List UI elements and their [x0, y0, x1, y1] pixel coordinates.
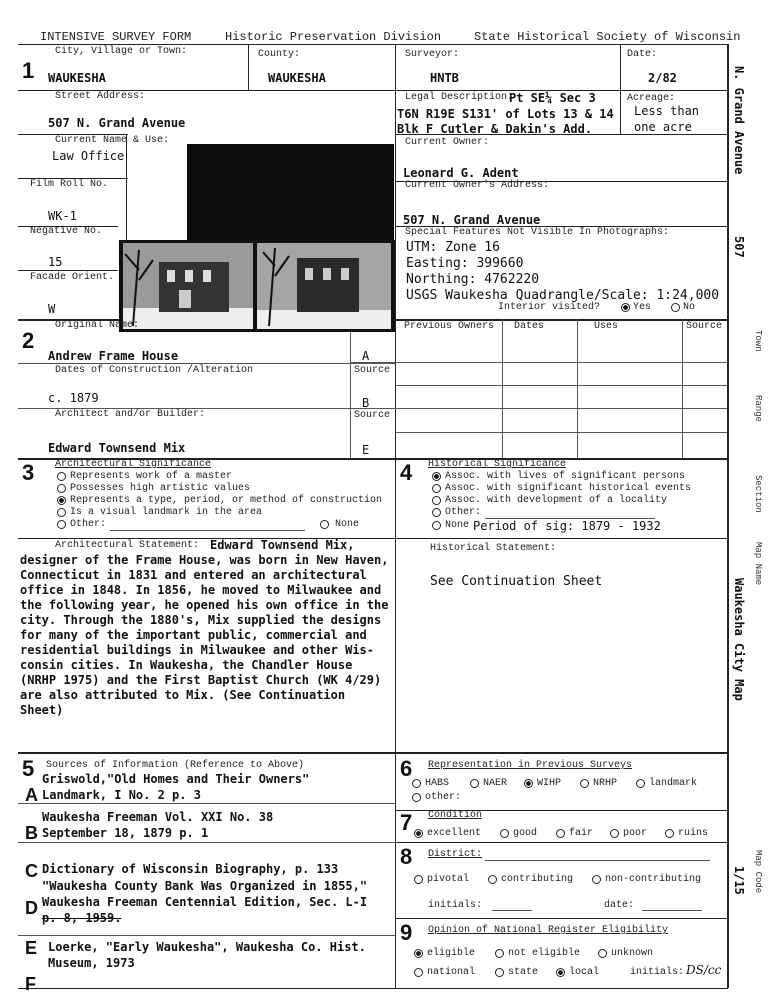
- source-label-2: Source: [354, 410, 391, 421]
- cond-good-radio[interactable]: [500, 829, 509, 838]
- nr-national: national: [427, 967, 476, 978]
- cond-good: good: [513, 828, 538, 839]
- owner-address-value[interactable]: 507 N. Grand Avenue: [403, 213, 541, 227]
- arch-statement-line-4: office in 1848. In 1856, he moved to Milwaukee and: [20, 583, 382, 597]
- form-name: INTENSIVE SURVEY FORM: [40, 30, 192, 44]
- acreage-line-1[interactable]: Less than: [634, 104, 700, 118]
- arch-opt-other: Other:: [70, 519, 107, 530]
- negative-label: Negative No.: [30, 226, 103, 237]
- sidebar-map-code-label: Map Code: [753, 850, 763, 894]
- arch-none: None: [335, 519, 360, 530]
- source-d-line-3: p. 8, 1959.: [42, 911, 122, 925]
- facade-label: Facade Orient.: [30, 272, 115, 283]
- sidebar-map-name: Waukesha City Map: [732, 578, 746, 701]
- film-roll-value[interactable]: WK-1: [48, 209, 77, 223]
- northing-value[interactable]: Northing: 4762220: [406, 272, 540, 287]
- section-number-9: 9: [400, 920, 413, 945]
- sidebar-number: 507: [732, 236, 746, 258]
- arch-none-radio[interactable]: [320, 520, 329, 529]
- arch-opt-landmark: Is a visual landmark in the area: [70, 507, 263, 518]
- legal-line-1[interactable]: Pt SE¼ Sec 3: [509, 91, 596, 105]
- district-initials-label: initials:: [428, 900, 483, 911]
- usgs-value[interactable]: USGS Waukesha Quadrangle/Scale: 1:24,000: [406, 288, 720, 303]
- hist-opt-events: Assoc. with significant historical events: [445, 483, 692, 494]
- hist-opt-locality-radio[interactable]: [432, 496, 441, 505]
- source-b-line-2: September 18, 1879 p. 1: [42, 826, 209, 840]
- county-label: County:: [258, 49, 301, 60]
- negative-value[interactable]: 15: [48, 255, 63, 269]
- section-number-2: 2: [22, 328, 35, 353]
- hist-statement-text: See Continuation Sheet: [430, 574, 603, 589]
- source-c-line-1: Dictionary of Wisconsin Biography, p. 133: [42, 862, 339, 876]
- current-name-value[interactable]: Law Office: [52, 149, 125, 163]
- date-label: Date:: [627, 49, 658, 60]
- arch-statement-line-2: designer of the Frame House, was born in New Haven,: [20, 553, 389, 567]
- nr-state-radio[interactable]: [495, 968, 504, 977]
- interior-no-label: No: [683, 302, 696, 313]
- section-number-5: 5: [22, 756, 35, 781]
- district-non-contributing: non-contributing: [605, 874, 702, 885]
- arch-statement-line-7: for many of the important public, commercial and: [20, 628, 367, 642]
- arch-opt-artistic-radio[interactable]: [57, 484, 66, 493]
- rep-naer-radio[interactable]: [470, 779, 479, 788]
- arch-opt-other-radio[interactable]: [57, 520, 66, 529]
- arch-opt-master: Represents work of a master: [70, 471, 233, 482]
- rep-landmark: landmark: [649, 778, 698, 789]
- acreage-line-2[interactable]: one acre: [634, 120, 692, 134]
- source-letter-e: E: [25, 938, 38, 958]
- source-a-line-2: Landmark, I No. 2 p. 3: [42, 788, 201, 802]
- owner-label: Current Owner:: [405, 137, 490, 148]
- rep-naer: NAER: [483, 778, 508, 789]
- nr-unknown-radio[interactable]: [598, 949, 607, 958]
- surveyor-label: Surveyor:: [405, 49, 460, 60]
- district-contributing-radio[interactable]: [488, 875, 497, 884]
- nr-not-eligible: not eligible: [508, 948, 581, 959]
- arch-statement-line-9: consin cities. In Waukesha, the Chandler House: [20, 658, 353, 672]
- house-photo: [119, 240, 395, 332]
- nr-initials-label: initials:: [630, 967, 685, 978]
- period-of-significance[interactable]: Period of sig: 1879 - 1932: [473, 519, 661, 533]
- source-letter-d: D: [25, 898, 38, 918]
- cond-fair: fair: [569, 828, 594, 839]
- legal-line-2[interactable]: T6N R19E S131' of Lots 13 & 14: [397, 107, 614, 121]
- city-value[interactable]: WAUKESHA: [48, 71, 106, 85]
- construction-date-value[interactable]: c. 1879: [48, 391, 99, 405]
- utm-value[interactable]: UTM: Zone 16: [406, 240, 500, 255]
- arch-statement-line-10: (NRHP 1975) and the First Baptist Church (WK 4/29): [20, 673, 382, 687]
- redacted-photo-block: [187, 144, 394, 240]
- source-a: A: [362, 349, 370, 363]
- cond-poor-radio[interactable]: [610, 829, 619, 838]
- cond-ruins-radio[interactable]: [665, 829, 674, 838]
- sidebar-town-label: Town: [753, 330, 763, 352]
- rep-wihp-radio[interactable]: [524, 779, 533, 788]
- sidebar-map-code: 1/15: [732, 866, 746, 895]
- arch-opt-landmark-radio[interactable]: [57, 508, 66, 517]
- source-label-1: Source: [354, 365, 391, 376]
- cond-excellent-radio[interactable]: [414, 829, 423, 838]
- arch-opt-type-radio[interactable]: [57, 496, 66, 505]
- hist-none-radio[interactable]: [432, 521, 441, 530]
- nr-opinion-title: Opinion of National Register Eligibility: [428, 925, 669, 936]
- architect-label: Architect and/or Builder:: [55, 409, 206, 420]
- source-e: E: [362, 443, 370, 457]
- nr-unknown: unknown: [611, 948, 654, 959]
- sidebar-map-name-label: Map Name: [753, 542, 763, 586]
- district-non-contributing-radio[interactable]: [592, 875, 601, 884]
- county-value[interactable]: WAUKESHA: [268, 71, 326, 85]
- sidebar-street: N. Grand Avenue: [732, 66, 746, 175]
- prev-source-header: Source: [686, 321, 723, 332]
- owner-address-label: Current Owner's Address:: [405, 180, 550, 191]
- arch-opt-type: Represents a type, period, or method of construction: [70, 495, 383, 506]
- society-name: State Historical Society of Wisconsin: [474, 30, 741, 44]
- rep-habs-radio[interactable]: [412, 779, 421, 788]
- arch-statement-line-3: Connecticut in 1831 and entered an architectural: [20, 568, 367, 582]
- facade-value[interactable]: W: [48, 302, 56, 316]
- nr-local: local: [569, 967, 600, 978]
- original-name-label: Original Name:: [55, 320, 140, 331]
- cond-ruins: ruins: [678, 828, 709, 839]
- district-pivotal-radio[interactable]: [414, 875, 423, 884]
- source-d-line-1: "Waukesha County Bank Was Organized in 1855,": [42, 879, 368, 893]
- original-name-value[interactable]: Andrew Frame House: [48, 349, 179, 363]
- nr-eligible: eligible: [427, 948, 476, 959]
- hist-opt-other-radio[interactable]: [432, 508, 441, 517]
- hist-opt-events-radio[interactable]: [432, 484, 441, 493]
- arch-significance-title: Architectural Significance: [55, 459, 212, 470]
- legal-line-3[interactable]: Blk F Cutler & Dakin's Add.: [397, 122, 593, 136]
- section-number-4: 4: [400, 460, 413, 485]
- architect-value[interactable]: Edward Townsend Mix: [48, 441, 186, 455]
- source-letter-a: A: [25, 785, 38, 805]
- hist-opt-persons-radio[interactable]: [432, 472, 441, 481]
- sidebar-range-label: Range: [753, 395, 763, 423]
- rep-other-radio[interactable]: [412, 793, 421, 802]
- hist-opt-other: Other:: [445, 507, 482, 518]
- rep-nrhp: NRHP: [593, 778, 618, 789]
- district-date-label: date:: [604, 900, 635, 911]
- street-label: Street Address:: [55, 91, 146, 102]
- prev-uses-header: Uses: [594, 321, 619, 332]
- source-b-line-1: Waukesha Freeman Vol. XXI No. 38: [42, 810, 274, 824]
- section-number-1: 1: [22, 58, 35, 83]
- arch-statement-line-1: Edward Townsend Mix,: [210, 538, 355, 552]
- interior-no-radio[interactable]: [671, 303, 680, 312]
- hist-none: None: [445, 520, 470, 531]
- source-a-line-1: Griswold,"Old Homes and Their Owners": [42, 772, 310, 786]
- acreage-label: Acreage:: [627, 93, 676, 104]
- dates-label: Dates of Construction /Alteration: [55, 365, 254, 376]
- film-roll-label: Film Roll No.: [30, 179, 109, 190]
- source-e-line-1: Loerke, "Early Waukesha", Waukesha Co. Hist.: [48, 940, 366, 954]
- cond-excellent: excellent: [427, 828, 482, 839]
- division-name: Historic Preservation Division: [225, 30, 442, 44]
- interior-yes-label: Yes: [633, 302, 652, 313]
- source-e-line-2: Museum, 1973: [48, 956, 135, 970]
- nr-national-radio[interactable]: [414, 968, 423, 977]
- arch-statement-line-5: the following year, he opened his own office in the: [20, 598, 389, 612]
- arch-statement-line-6: city. Through the 1880's, Mix supplied the designs: [20, 613, 382, 627]
- source-letter-b: B: [25, 823, 38, 843]
- date-value[interactable]: 2/82: [648, 71, 677, 85]
- source-d-line-2: Waukesha Freeman Centennial Edition, Sec. L-I: [42, 895, 368, 909]
- nr-initials-value[interactable]: DS/cc: [686, 963, 722, 977]
- arch-statement-line-8: residential buildings in Milwaukee and other Wis-: [20, 643, 375, 657]
- district-title: District:: [428, 849, 483, 860]
- rep-wihp: WIHP: [537, 778, 562, 789]
- rep-other: other:: [425, 792, 462, 803]
- cond-poor: poor: [623, 828, 648, 839]
- street-value[interactable]: 507 N. Grand Avenue: [48, 116, 186, 130]
- district-pivotal: pivotal: [427, 874, 470, 885]
- source-letter-c: C: [25, 861, 38, 881]
- rep-landmark-radio[interactable]: [636, 779, 645, 788]
- section-number-7: 7: [400, 810, 413, 835]
- arch-statement-label: Architectural Statement:: [55, 540, 200, 551]
- rep-habs: HABS: [425, 778, 450, 789]
- hist-significance-title: Historical Significance: [428, 459, 567, 470]
- sidebar-section-label: Section: [753, 475, 763, 513]
- current-name-label: Current Name & Use:: [55, 135, 170, 146]
- nr-eligible-radio[interactable]: [414, 949, 423, 958]
- section-number-6: 6: [400, 756, 413, 781]
- legal-label: Legal Description:: [405, 92, 514, 103]
- prev-dates-header: Dates: [514, 321, 545, 332]
- easting-value[interactable]: Easting: 399660: [406, 256, 524, 271]
- owner-value[interactable]: Leonard G. Adent: [403, 166, 519, 180]
- district-contributing: contributing: [501, 874, 574, 885]
- rep-nrhp-radio[interactable]: [580, 779, 589, 788]
- arch-statement-line-11: are also attributed to Mix. (See Continuation: [20, 688, 346, 702]
- section-number-8: 8: [400, 844, 413, 869]
- nr-state: state: [508, 967, 539, 978]
- interior-yes-radio[interactable]: [621, 303, 630, 312]
- sources-title: Sources of Information (Reference to Above): [46, 760, 305, 771]
- hist-statement-label: Historical Statement:: [430, 543, 557, 554]
- representation-title: Representation in Previous Surveys: [428, 760, 633, 771]
- cond-fair-radio[interactable]: [556, 829, 565, 838]
- arch-opt-master-radio[interactable]: [57, 472, 66, 481]
- section-number-3: 3: [22, 460, 35, 485]
- arch-statement-line-12: Sheet): [20, 703, 64, 717]
- special-features-label: Special Features Not Visible In Photographs:: [405, 227, 670, 238]
- condition-title: Condition: [428, 810, 483, 821]
- city-label: City, Village or Town:: [55, 46, 188, 57]
- arch-opt-artistic: Possesses high artistic values: [70, 483, 251, 494]
- interior-visited-label: Interior visited?: [498, 302, 601, 313]
- surveyor-value[interactable]: HNTB: [430, 71, 459, 85]
- prev-owners-header: Previous Owners: [404, 321, 495, 332]
- hist-opt-persons: Assoc. with lives of significant persons: [445, 471, 686, 482]
- hist-opt-locality: Assoc. with development of a locality: [445, 495, 668, 506]
- nr-local-radio[interactable]: [556, 968, 565, 977]
- nr-not-eligible-radio[interactable]: [495, 949, 504, 958]
- source-b: B: [362, 396, 370, 410]
- source-letter-f: F: [25, 974, 36, 994]
